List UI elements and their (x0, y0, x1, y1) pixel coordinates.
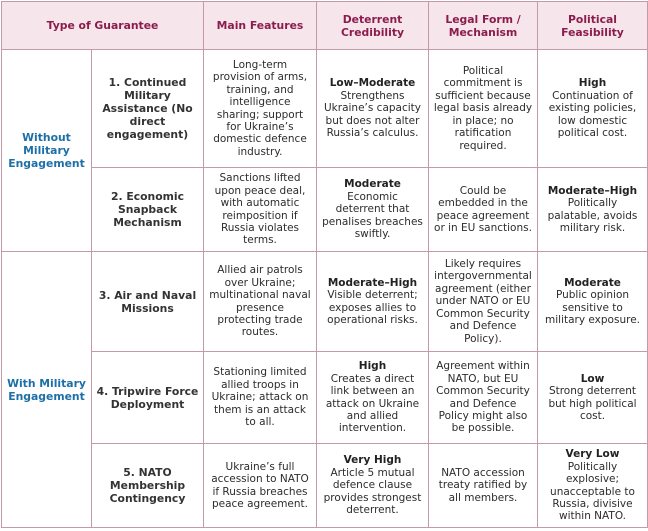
political-cell (538, 50, 648, 168)
deterrent-level: Low–Moderate (329, 77, 416, 90)
deterrent-level: Moderate–High (327, 276, 418, 289)
option-label: 2. Economic Snapback Mechanism (92, 168, 204, 252)
main-features-text: Sanctions lifted upon peace deal, with automatic reimposition if Russia violates terms. (214, 172, 306, 247)
main-features-cell (204, 252, 317, 352)
political-text: Politically palatable, avoids military risk. (547, 197, 638, 234)
table-row (2, 50, 648, 168)
main-features-cell (204, 168, 317, 252)
table-row (2, 444, 648, 528)
deterrent-level: Moderate (344, 178, 401, 191)
guarantee-table-container (1, 1, 647, 529)
main-features-cell (204, 50, 317, 168)
political-cell (538, 168, 648, 252)
main-features-cell (204, 444, 317, 528)
political-level: Very Low (565, 448, 620, 461)
deterrent-cell (317, 252, 429, 352)
header-type-of-guarantee: Type of Guarantee (2, 2, 204, 50)
legal-cell (429, 50, 538, 168)
deterrent-level: High (358, 360, 387, 373)
legal-text: NATO accession treaty ratified by all members. (438, 466, 528, 504)
security-guarantee-table (1, 1, 648, 528)
political-level: Moderate–High (547, 184, 638, 197)
deterrent-text: Visible deterrent; exposes allies to operational risks. (327, 289, 418, 326)
political-level: Low (580, 372, 605, 385)
main-features-cell (204, 352, 317, 444)
legal-text: Agreement within NATO, but EU Common Security and Defence Policy might also be possible. (436, 360, 530, 435)
political-level: Moderate (564, 276, 621, 289)
legal-cell (429, 252, 538, 352)
deterrent-text: Strengthens Ukraine’s capacity but does not alter Russia’s calculus. (323, 89, 422, 140)
legal-cell (429, 352, 538, 444)
main-features-text: Ukraine’s full accession to NATO if Russia breaches peace agreement. (211, 460, 309, 510)
main-features-text: Stationing limited allied troops in Ukraine; attack on them is an attack to all. (211, 366, 309, 429)
header-deterrent-credibility: Deterrent Credibility (317, 2, 429, 50)
group-without-military-engagement: Without Military Engagement (2, 50, 92, 252)
header-row (2, 2, 648, 50)
option-label: 3. Air and Naval Missions (92, 252, 204, 352)
header-legal-form: Legal Form / Mechanism (429, 2, 538, 50)
option-label: 4. Tripwire Force Deployment (92, 352, 204, 444)
political-text: Public opinion sensitive to military exposure. (545, 289, 640, 326)
deterrent-level: Very High (343, 454, 402, 467)
table-row (2, 252, 648, 352)
table-row (2, 168, 648, 252)
group-with-military-engagement: With Military Engagement (2, 252, 92, 528)
legal-text: Political commitment is sufficient because legal basis already in place; no ratification required. (433, 65, 533, 152)
political-cell (538, 252, 648, 352)
political-cell (538, 352, 648, 444)
deterrent-cell (317, 168, 429, 252)
option-label: 5. NATO Membership Contingency (92, 444, 204, 528)
political-cell (538, 444, 648, 528)
deterrent-cell (317, 50, 429, 168)
header-main-features: Main Features (204, 2, 317, 50)
deterrent-text: Economic deterrent that penalises breaches swiftly. (322, 190, 423, 241)
main-features-text: Long-term provision of arms, training, and intelligence sharing; support for Ukraine’s domestic defence industry. (212, 58, 308, 158)
political-text: Continuation of existing policies, low domestic political cost. (548, 89, 637, 140)
legal-text: Could be embedded in the peace agreement or in EU sanctions. (434, 184, 532, 234)
deterrent-cell (317, 444, 429, 528)
deterrent-cell (317, 352, 429, 444)
legal-text: Likely requires intergovernmental agreement (either under NATO or EU Common Security and Defence Policy). (434, 258, 532, 345)
legal-cell (429, 444, 538, 528)
deterrent-text: Article 5 mutual defence clause provides strongest deterrent. (323, 466, 422, 517)
main-features-text: Allied air patrols over Ukraine; multinational naval presence protecting trade routes. (209, 264, 311, 339)
table-row (2, 352, 648, 444)
political-text: Politically explosive; unacceptable to Russia, divisive within NATO. (550, 460, 635, 523)
header-political-feasibility: Political Feasibility (538, 2, 648, 50)
legal-cell (429, 168, 538, 252)
political-level: High (578, 77, 607, 90)
option-label: 1. Continued Military Assistance (No direct engagement) (92, 50, 204, 168)
deterrent-text: Creates a direct link between an attack on Ukraine and allied intervention. (325, 372, 420, 435)
political-text: Strong deterrent but high political cost. (548, 385, 637, 422)
